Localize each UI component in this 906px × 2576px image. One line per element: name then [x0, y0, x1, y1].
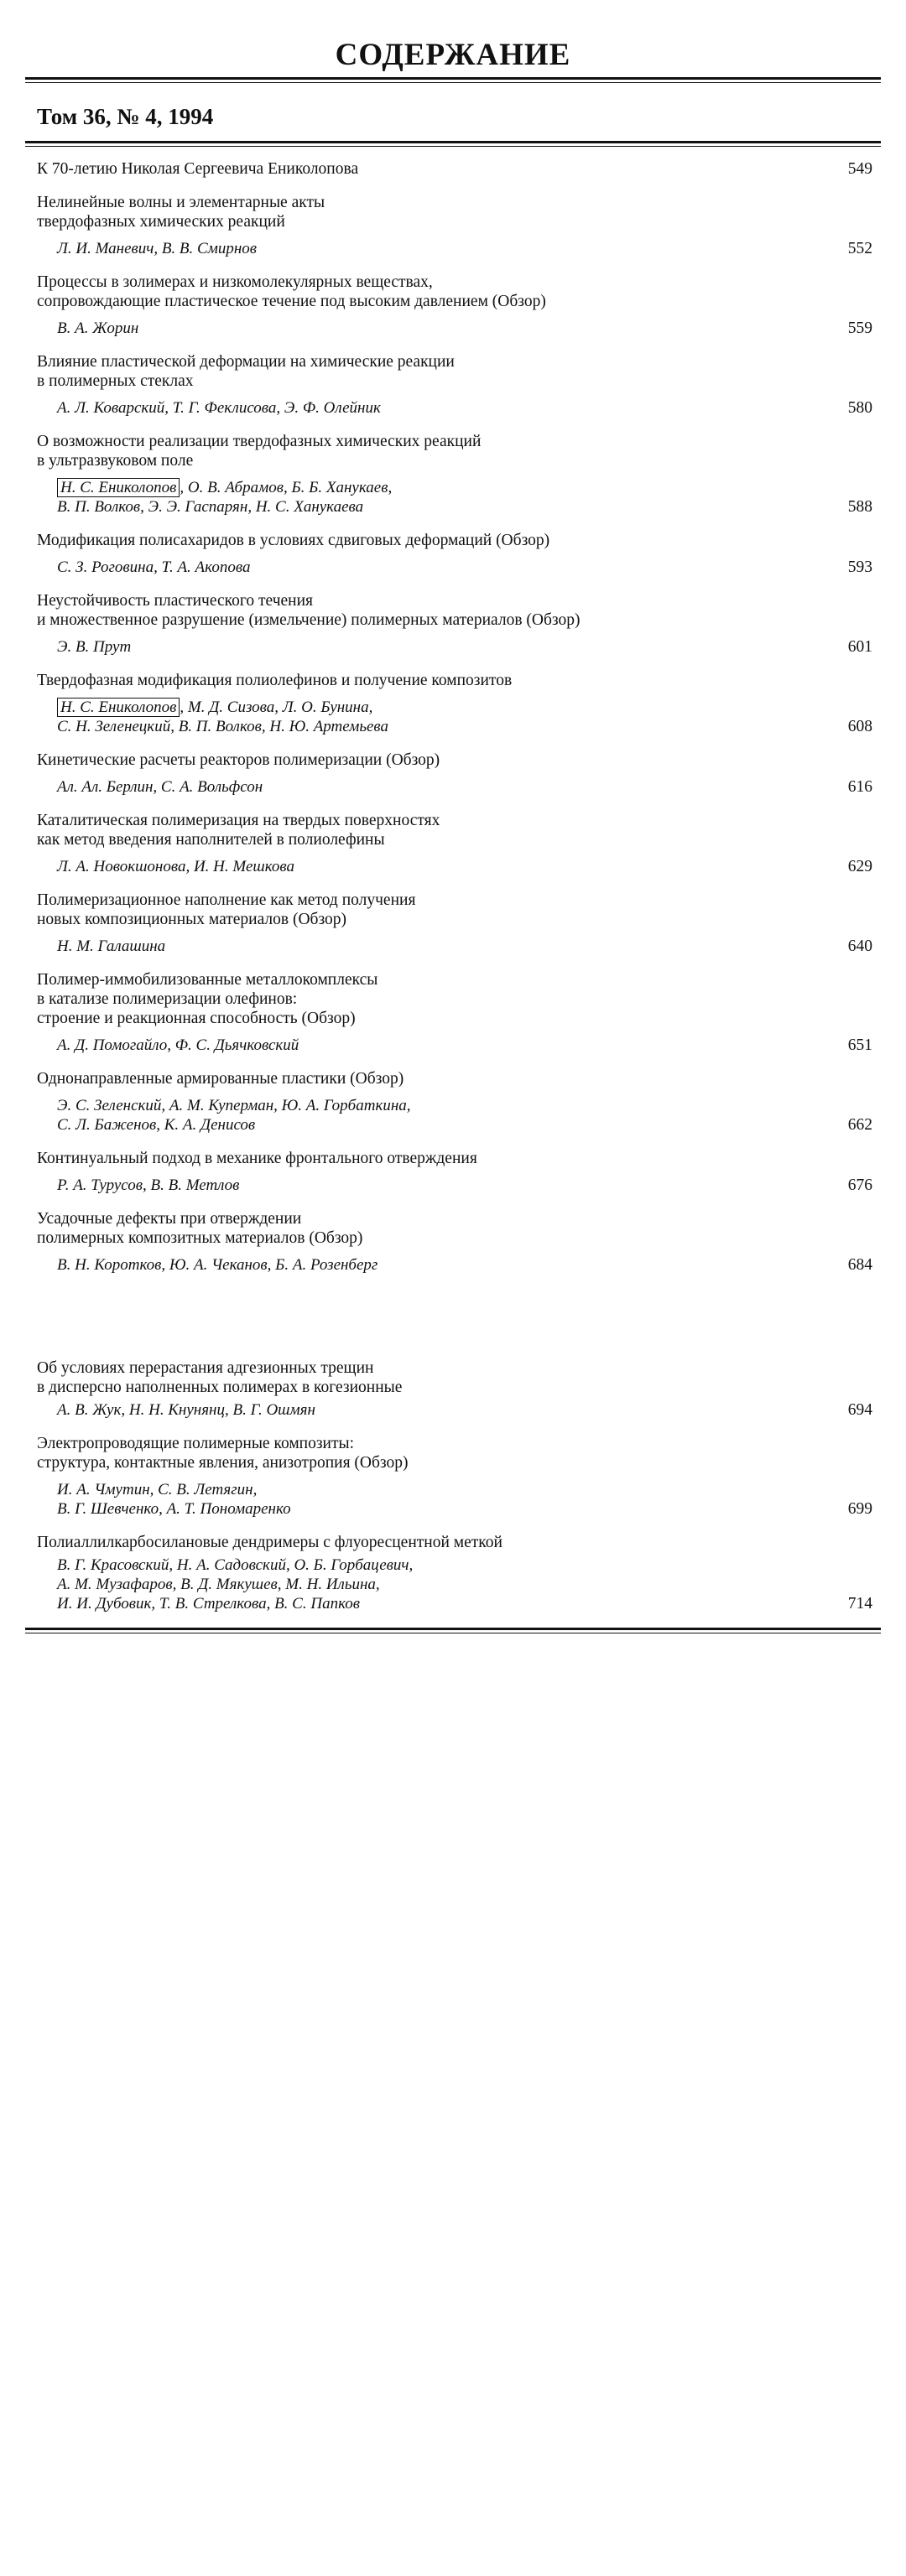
page-number: 552 [847, 240, 872, 257]
entry-title-line: К 70-летию Николая Сергеевича Ениколопова [37, 160, 359, 178]
toc-entry [25, 1358, 881, 1420]
entry-title [25, 159, 881, 179]
entry-title [25, 432, 881, 470]
page-number: 714 [847, 1595, 872, 1613]
entry-title-line: Модификация полисахаридов в условиях сдвиговых деформаций (Обзор) [37, 532, 550, 549]
entry-title-line: Полиаллилкарбосилановые дендримеры с флуоресцентной меткой [37, 1534, 502, 1551]
toc-entry [25, 891, 881, 956]
entry-authors-line: В. Н. Коротков, Ю. А. Чеканов, Б. А. Розенберг [57, 1256, 378, 1274]
page-number: 580 [847, 399, 872, 417]
entry-authors-line: В. Г. Шевченко, А. Т. Пономаренко [57, 1500, 291, 1518]
page-number: 676 [847, 1176, 872, 1194]
page-number: 601 [847, 638, 872, 656]
entry-title-line: Процессы в золимерах и низкомолекулярных веществах, [37, 273, 433, 291]
toc-entry [25, 671, 881, 736]
page-number: 640 [847, 937, 872, 955]
page-number: 549 [847, 160, 872, 178]
entry-authors-line: А. В. Жук, Н. Н. Кнунянц, В. Г. Ошмян [57, 1401, 315, 1419]
entry-authors [25, 478, 881, 517]
entry-title-line: новых композиционных материалов (Обзор) [37, 911, 347, 928]
entry-authors-line: Л. А. Новокшонова, И. Н. Мешкова [57, 858, 295, 875]
toc-entry [25, 1533, 881, 1613]
page-number: 651 [847, 1036, 872, 1054]
entry-authors [25, 1255, 881, 1275]
entry-authors [25, 857, 881, 876]
entry-title-line: Нелинейные волны и элементарные акты [37, 194, 325, 211]
page-number: 608 [847, 718, 872, 735]
page-number: 559 [847, 319, 872, 337]
entry-title-line: Каталитическая полимеризация на твердых поверхностях [37, 812, 440, 829]
entry-authors [25, 1400, 881, 1420]
entry-authors-line: А. М. Музафаров, В. Д. Мякушев, М. Н. Ильина, [57, 1576, 380, 1593]
entry-title [25, 531, 881, 550]
entry-title-line: Влияние пластической деформации на химические реакции [37, 353, 455, 371]
entry-title [25, 671, 881, 690]
page-title: СОДЕРЖАНИЕ [335, 38, 571, 72]
entry-authors [25, 1036, 881, 1055]
page-number: 593 [847, 558, 872, 576]
entry-title-line: Полимеризационное наполнение как метод получения [37, 891, 416, 909]
entry-authors [25, 398, 881, 418]
toc-entry [25, 1434, 881, 1519]
entry-title [25, 970, 881, 1028]
entry-authors-line: В. Г. Красовский, Н. А. Садовский, О. Б. Горбацевич, [57, 1556, 414, 1574]
entry-authors [25, 637, 881, 657]
entry-title-line: строение и реакционная способность (Обзор) [37, 1010, 356, 1027]
bottom-rule-thick [25, 1628, 881, 1630]
entry-title-line: в ультразвуковом поле [37, 452, 194, 470]
boxed-author-name: Н. С. Ениколопов [57, 478, 180, 497]
toc-entry [25, 352, 881, 418]
entry-authors [25, 698, 881, 736]
entry-authors-line: Э. С. Зеленский, А. М. Куперман, Ю. А. Горбаткина, [57, 1097, 411, 1114]
entry-title-line: Полимер-иммобилизованные металлокомплексы [37, 971, 378, 989]
toc-entry [25, 1069, 881, 1135]
entry-authors [25, 1555, 881, 1613]
entry-authors [25, 1176, 881, 1195]
toc-entry [25, 1149, 881, 1195]
entry-title-line: полимерных композитных материалов (Обзор) [37, 1229, 363, 1247]
entry-authors-line: С. Н. Зеленецкий, В. П. Волков, Н. Ю. Артемьева [57, 718, 389, 735]
entry-authors [25, 937, 881, 956]
entry-title-line: в полимерных стеклах [37, 372, 194, 390]
entry-authors-line: В. П. Волков, Э. Э. Гаспарян, Н. С. Ханукаева [57, 498, 364, 516]
entry-title [25, 811, 881, 849]
toc-entry [25, 591, 881, 657]
entry-title-line: О возможности реализации твердофазных химических реакций [37, 433, 482, 450]
entry-title [25, 1069, 881, 1088]
toc-entry [25, 1209, 881, 1275]
entry-title [25, 750, 881, 770]
entry-authors [25, 1096, 881, 1135]
entry-title [25, 591, 881, 630]
entry-title-line: Кинетические расчеты реакторов полимеризации (Обзор) [37, 751, 440, 769]
entry-title [25, 273, 881, 311]
entry-authors-line [57, 698, 789, 717]
entry-title [25, 1209, 881, 1248]
entry-title-line: в катализе полимеризации олефинов: [37, 990, 298, 1008]
page-number: 662 [847, 1116, 872, 1134]
entry-authors-line: И. А. Чмутин, С. В. Летягин, [57, 1481, 258, 1498]
entry-authors-line: Э. В. Прут [57, 638, 132, 656]
entry-authors-line: В. А. Жорин [57, 319, 139, 337]
entry-authors-line: А. Д. Помогайло, Ф. С. Дьячковский [57, 1036, 299, 1054]
entry-authors [25, 319, 881, 338]
toc-entry [25, 193, 881, 258]
entry-title [25, 891, 881, 929]
volume-rule-thin [25, 146, 881, 147]
entry-authors-line: Ал. Ал. Берлин, С. А. Вольфсон [57, 778, 263, 796]
entry-title-line: твердофазных химических реакций [37, 213, 285, 231]
toc-entry [25, 531, 881, 577]
entry-title-line: Твердофазная модификация полиолефинов и получение композитов [37, 672, 513, 689]
title-rule-thick [25, 77, 881, 80]
entry-title-line: как метод введения наполнителей в полиолефины [37, 831, 385, 849]
entry-title [25, 1149, 881, 1168]
entry-title-line: Усадочные дефекты при отверждении [37, 1210, 302, 1228]
page-number: 588 [847, 498, 872, 516]
entry-title [25, 193, 881, 231]
entry-authors [25, 558, 881, 577]
entry-title-line: Электропроводящие полимерные композиты: [37, 1435, 355, 1452]
volume-info: Том 36, № 4, 1994 [37, 104, 214, 129]
entry-authors-line: С. З. Роговина, Т. А. Акопова [57, 558, 251, 576]
entry-authors [25, 1480, 881, 1519]
entry-title-line: Континуальный подход в механике фронтального отверждения [37, 1150, 477, 1167]
entry-authors-line: Л. И. Маневич, В. В. Смирнов [57, 240, 258, 257]
toc-list [25, 159, 881, 1638]
entry-authors-line: С. Л. Баженов, К. А. Денисов [57, 1116, 256, 1134]
entry-title [25, 1434, 881, 1472]
entry-authors-line [57, 478, 789, 497]
entry-title [25, 1533, 881, 1552]
entry-authors-line: Н. М. Галашина [57, 937, 166, 955]
toc-entry [25, 273, 881, 338]
page-number: 616 [847, 778, 872, 796]
entry-title-line: Неустойчивость пластического течения [37, 592, 314, 610]
page-number: 684 [847, 1256, 872, 1274]
entry-authors [25, 239, 881, 258]
toc-entry [25, 159, 881, 179]
page-number: 629 [847, 858, 872, 875]
toc-entry [25, 811, 881, 876]
bottom-rules [25, 1628, 881, 1638]
toc-entry [25, 750, 881, 797]
entry-title-line: в дисперсно наполненных полимерах в когезионные [37, 1379, 403, 1396]
entry-title [25, 1358, 881, 1397]
entry-authors-line: А. Л. Коварский, Т. Г. Феклисова, Э. Ф. Олейник [57, 399, 381, 417]
entry-authors [25, 777, 881, 797]
toc-entry [25, 970, 881, 1055]
entry-title-line: Об условиях перерастания адгезионных трещин [37, 1359, 374, 1377]
entry-title [25, 352, 881, 391]
entry-title-line: сопровождающие пластическое течение под высоким давлением (Обзор) [37, 293, 546, 310]
author-names: , О. В. Абрамов, Б. Б. Ханукаев, [180, 479, 393, 496]
page-number: 699 [847, 1500, 872, 1518]
author-names: , М. Д. Сизова, Л. О. Бунина, [180, 699, 373, 716]
entry-title-line: Однонаправленные армированные пластики (Обзор) [37, 1070, 404, 1088]
entry-authors-line: И. И. Дубовик, Т. В. Стрелкова, В. С. Папков [57, 1595, 360, 1613]
entry-authors-line: Р. А. Турусов, В. В. Метлов [57, 1176, 240, 1194]
toc-entry [25, 432, 881, 517]
title-rule-thin [25, 82, 881, 83]
volume-rule-thick [25, 141, 881, 143]
boxed-author-name: Н. С. Ениколопов [57, 698, 180, 717]
entry-title-line: структура, контактные явления, анизотропия (Обзор) [37, 1454, 409, 1472]
entry-title-line: и множественное разрушение (измельчение) полимерных материалов (Обзор) [37, 611, 581, 629]
page-number: 694 [847, 1401, 872, 1419]
